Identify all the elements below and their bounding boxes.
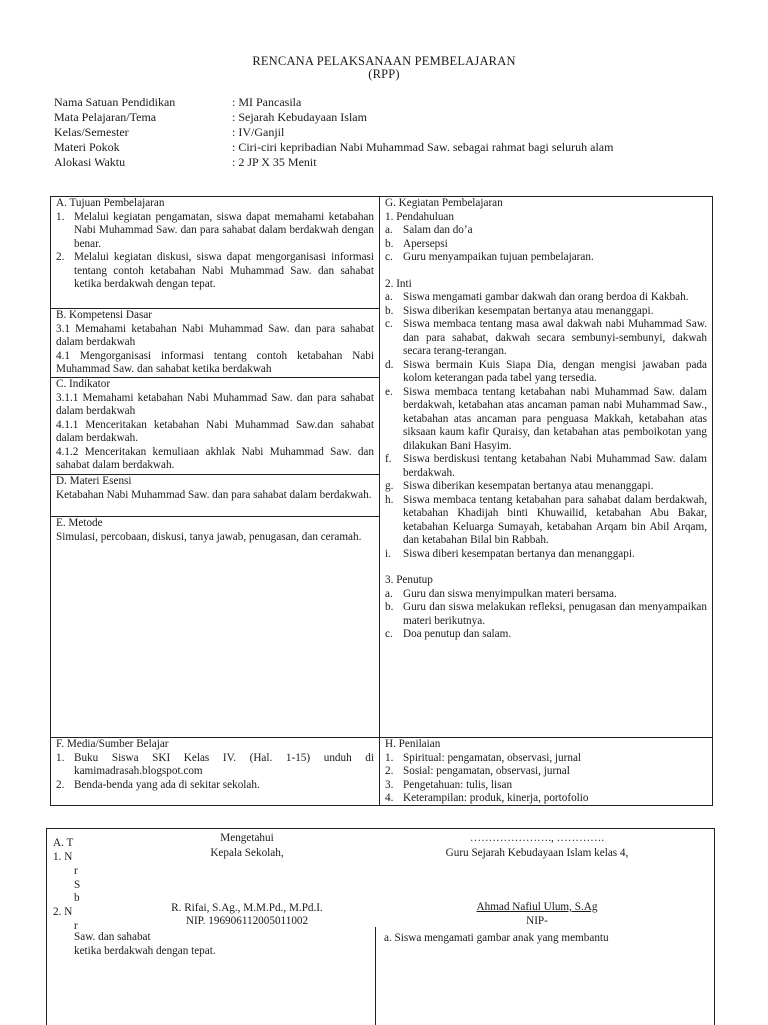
overlap-fragment: r — [74, 920, 78, 932]
list-text: Pengetahuan: tulis, lisan — [403, 778, 513, 791]
competency-item: 4.1 Mengorganisasi informasi tentang contoh ketabahan Nabi Muhammad Saw. dan sahabat ketika berdakwah — [56, 349, 374, 375]
list-marker: c. — [385, 628, 393, 640]
section-kegiatan — [380, 197, 712, 642]
list-marker: a. — [385, 291, 393, 303]
list-item — [385, 305, 707, 319]
plan-table — [50, 196, 713, 806]
list-marker: h. — [385, 493, 394, 506]
list-item — [385, 752, 707, 766]
list-item — [385, 318, 707, 359]
list-text: Siswa membaca tentang ketabahan para sahabat dalam berdakwah, ketabahan Khadijah binti Khuwailid, ketabahan Abu Bakar, ketabahan Keluarga Sumayah, ketabahan Arqam bin Abil Arqam, dan ketabahan Bilal bin Rabbah. — [403, 493, 707, 546]
identity-row — [54, 95, 613, 110]
list-item — [385, 494, 707, 548]
list-item — [56, 251, 374, 292]
section-title: G. Kegiatan Pembelajaran — [385, 197, 503, 209]
identity-value: : MI Pancasila — [232, 95, 302, 109]
list-item — [385, 601, 707, 628]
list-item — [385, 291, 707, 305]
section-title: H. Penilaian — [385, 738, 441, 750]
indicator-item: 3.1.1 Memahami ketabahan Nabi Muhammad Saw. dan para sahabat dalam berdakwah — [56, 391, 374, 417]
list-marker: c. — [385, 251, 393, 263]
identity-key: Nama Satuan Pendidikan — [54, 95, 176, 109]
teacher-name: Ahmad Nafiul Ulum, S.Ag — [476, 901, 598, 913]
overlap-fragment: ketika berdakwah dengan tepat. — [74, 945, 216, 957]
overlap-fragment: A. T — [53, 837, 74, 849]
overlap-fragment: r — [74, 865, 78, 877]
section-title: F. Media/Sumber Belajar — [56, 738, 169, 750]
list-marker: a. — [385, 224, 393, 236]
list-text: Sosial: pengamatan, observasi, jurnal — [403, 765, 570, 777]
list-text: Siswa membaca tentang ketabahan nabi Muhammad Saw. dalam berdakwah, ketabahan atas ancaman paman nabi Muhammad Saw., ketabahan atas ancaman para penguasa Makkah, ketabahan atas siksaan kaum kafir Quraisy, dan ketabahan atas pemboikotan yang dilakukan Bani Hasyim. — [403, 385, 707, 452]
identity-key: Alokasi Waktu — [54, 155, 126, 169]
list-text: Siswa berdiskusi tentang ketabahan Nabi Muhammad Saw. dalam berdakwah. — [403, 453, 707, 479]
list-text: Apersepsi — [403, 237, 448, 250]
overlap-fragment: 2. N — [53, 906, 73, 918]
list-marker: b. — [385, 601, 394, 613]
list-text: Guru dan siswa menyimpulkan materi bersama. — [403, 587, 617, 600]
list-marker: 3. — [385, 778, 394, 791]
identity-key: Kelas/Semester — [54, 125, 129, 139]
list-text: Melalui kegiatan diskusi, siswa dapat mengorganisasi informasi tentang contoh ketabahan Nabi Muhammad Saw. dan sahabat ketika berdakwah dengan tepat. — [74, 251, 374, 290]
list-marker: b. — [385, 304, 394, 317]
list-text: Siswa membaca tentang masa awal dakwah nabi Muhammad Saw. dan para sahabat, dakwah secara sembunyi-sembunyi, dakwah secara terang-terangan. — [403, 318, 707, 357]
list-marker: g. — [385, 480, 394, 492]
list-marker: e. — [385, 385, 393, 398]
list-item — [385, 359, 707, 386]
section-kompetensi — [51, 309, 379, 377]
overlap-fragment: 1. N — [53, 851, 73, 863]
headmaster-name: R. Rifai, S.Ag., M.M.Pd., M.Pd.I. — [171, 902, 323, 914]
section-title: E. Metode — [56, 517, 103, 529]
section-indikator — [51, 378, 379, 473]
section-media — [51, 738, 379, 792]
section-penilaian — [380, 738, 712, 806]
identity-value: : 2 JP X 35 Menit — [232, 155, 317, 169]
list-text: Guru menyampaikan tujuan pembelajaran. — [403, 251, 594, 263]
list-marker: 1. — [385, 751, 394, 764]
list-marker: 2. — [56, 778, 65, 791]
list-item — [385, 224, 707, 238]
list-item — [56, 779, 374, 793]
list-marker: b. — [385, 237, 394, 250]
section-title: D. Materi Esensi — [56, 475, 132, 487]
list-marker: 4. — [385, 792, 394, 804]
section-materi — [51, 475, 379, 502]
list-item — [385, 548, 707, 562]
list-text: Siswa diberikan kesempatan bertanya atau menanggapi. — [403, 304, 654, 317]
list-text: Keterampilan: produk, kinerja, portofolio — [403, 792, 589, 804]
list-marker: 2. — [385, 765, 394, 777]
competency-item: 3.1 Memahami ketabahan Nabi Muhammad Saw. dan para sahabat dalam berdakwah — [56, 322, 374, 348]
list-marker: 1. — [56, 210, 65, 223]
identity-value: : Sejarah Kebudayaan Islam — [232, 110, 367, 124]
section-text: Ketabahan Nabi Muhammad Saw. dan para sahabat dalam berdakwah. — [56, 488, 372, 501]
column-divider — [375, 927, 376, 1025]
signature-known-label: Mengetahui — [220, 832, 274, 844]
list-text: Buku Siswa SKI Kelas IV. (Hal. 1-15) unduh di kamimadrasah.blogspot.com — [74, 751, 374, 777]
indicator-item: 4.1.2 Menceritakan kemuliaan akhlak Nabi Muhammad Saw. dan sahabat dalam berdakwah. — [56, 445, 374, 471]
list-marker: f. — [385, 453, 392, 465]
identity-value: : Ciri-ciri kepribadian Nabi Muhammad Saw. sebagai rahmat bagi seluruh alam — [232, 140, 614, 154]
document-subtitle: (RPP) — [368, 67, 400, 81]
list-item — [56, 211, 374, 252]
list-item — [385, 628, 707, 642]
subsection-title: 3. Penutup — [385, 574, 433, 586]
signature-date: …………………., …………. — [469, 832, 605, 844]
overlap-fragment: a. Siswa mengamati gambar anak yang membantu — [384, 932, 609, 944]
section-text: Simulasi, percobaan, diskusi, tanya jawab, penugasan, dan ceramah. — [56, 530, 362, 543]
list-item — [385, 386, 707, 454]
list-text: Siswa mengamati gambar dakwah dan orang berdoa di Kakbah. — [403, 291, 689, 303]
list-marker: d. — [385, 358, 394, 371]
list-item — [385, 588, 707, 602]
teacher-role-label: Guru Sejarah Kebudayaan Islam kelas 4, — [445, 847, 629, 859]
identity-row — [54, 140, 613, 155]
list-item — [385, 765, 707, 779]
list-item — [385, 480, 707, 494]
identity-key: Mata Pelajaran/Tema — [54, 110, 157, 124]
list-text: Siswa diberikan kesempatan bertanya atau menanggapi. — [403, 480, 654, 492]
list-marker: 2. — [56, 251, 65, 263]
identity-key: Materi Pokok — [54, 140, 120, 154]
list-item — [56, 752, 374, 779]
list-item — [385, 453, 707, 480]
list-marker: c. — [385, 318, 393, 330]
subsection-title: 1. Pendahuluan — [385, 210, 454, 223]
section-title: B. Kompetensi Dasar — [56, 309, 153, 321]
list-text: Salam dan do’a — [403, 224, 473, 236]
list-text: Siswa bermain Kuis Siapa Dia, dengan mengisi jawaban pada kolom keterangan pada tabel yang tersedia. — [403, 358, 707, 384]
section-metode — [51, 517, 379, 544]
signature-area — [46, 828, 715, 1025]
list-item — [385, 238, 707, 252]
list-text: Siswa diberi kesempatan bertanya dan menanggapi. — [403, 547, 635, 560]
list-item — [385, 792, 707, 806]
indicator-item: 4.1.1 Menceritakan ketabahan Nabi Muhammad Saw.dan sahabat dalam berdakwah. — [56, 418, 374, 444]
list-marker: 1. — [56, 751, 65, 764]
section-title: A. Tujuan Pembelajaran — [56, 197, 165, 209]
overlap-fragment: S — [74, 879, 81, 891]
identity-value: : IV/Ganjil — [232, 125, 285, 139]
subsection-title: 2. Inti — [385, 277, 412, 290]
teacher-nip: NIP- — [526, 915, 548, 927]
list-text: Melalui kegiatan pengamatan, siswa dapat memahami ketabahan Nabi Muhammad Saw. dan para sahabat dalam berdakwah dengan benar. — [74, 210, 374, 250]
list-text: Doa penutup dan salam. — [403, 628, 512, 640]
headmaster-nip: NIP. 196906112005011002 — [185, 915, 309, 927]
list-text: Guru dan siswa melakukan refleksi, penugasan dan menyampaikan materi berikutnya. — [403, 601, 707, 627]
signature-role-label: Kepala Sekolah, — [210, 847, 284, 859]
identity-row — [54, 110, 613, 125]
list-text: Spiritual: pengamatan, observasi, jurnal — [403, 751, 582, 764]
list-marker: a. — [385, 587, 393, 600]
list-marker: i. — [385, 547, 391, 560]
section-title: C. Indikator — [56, 378, 111, 390]
list-item — [385, 779, 707, 793]
list-text: Benda-benda yang ada di sekitar sekolah. — [74, 778, 260, 791]
identity-block — [54, 95, 613, 170]
section-tujuan — [51, 197, 379, 292]
document-title: RENCANA PELAKSANAAN PEMBELAJARAN — [252, 54, 516, 68]
overlap-fragment: Saw. dan sahabat — [74, 931, 151, 943]
identity-row — [54, 155, 613, 170]
identity-row — [54, 125, 613, 140]
overlap-fragment: b — [74, 892, 80, 904]
list-item — [385, 251, 707, 265]
